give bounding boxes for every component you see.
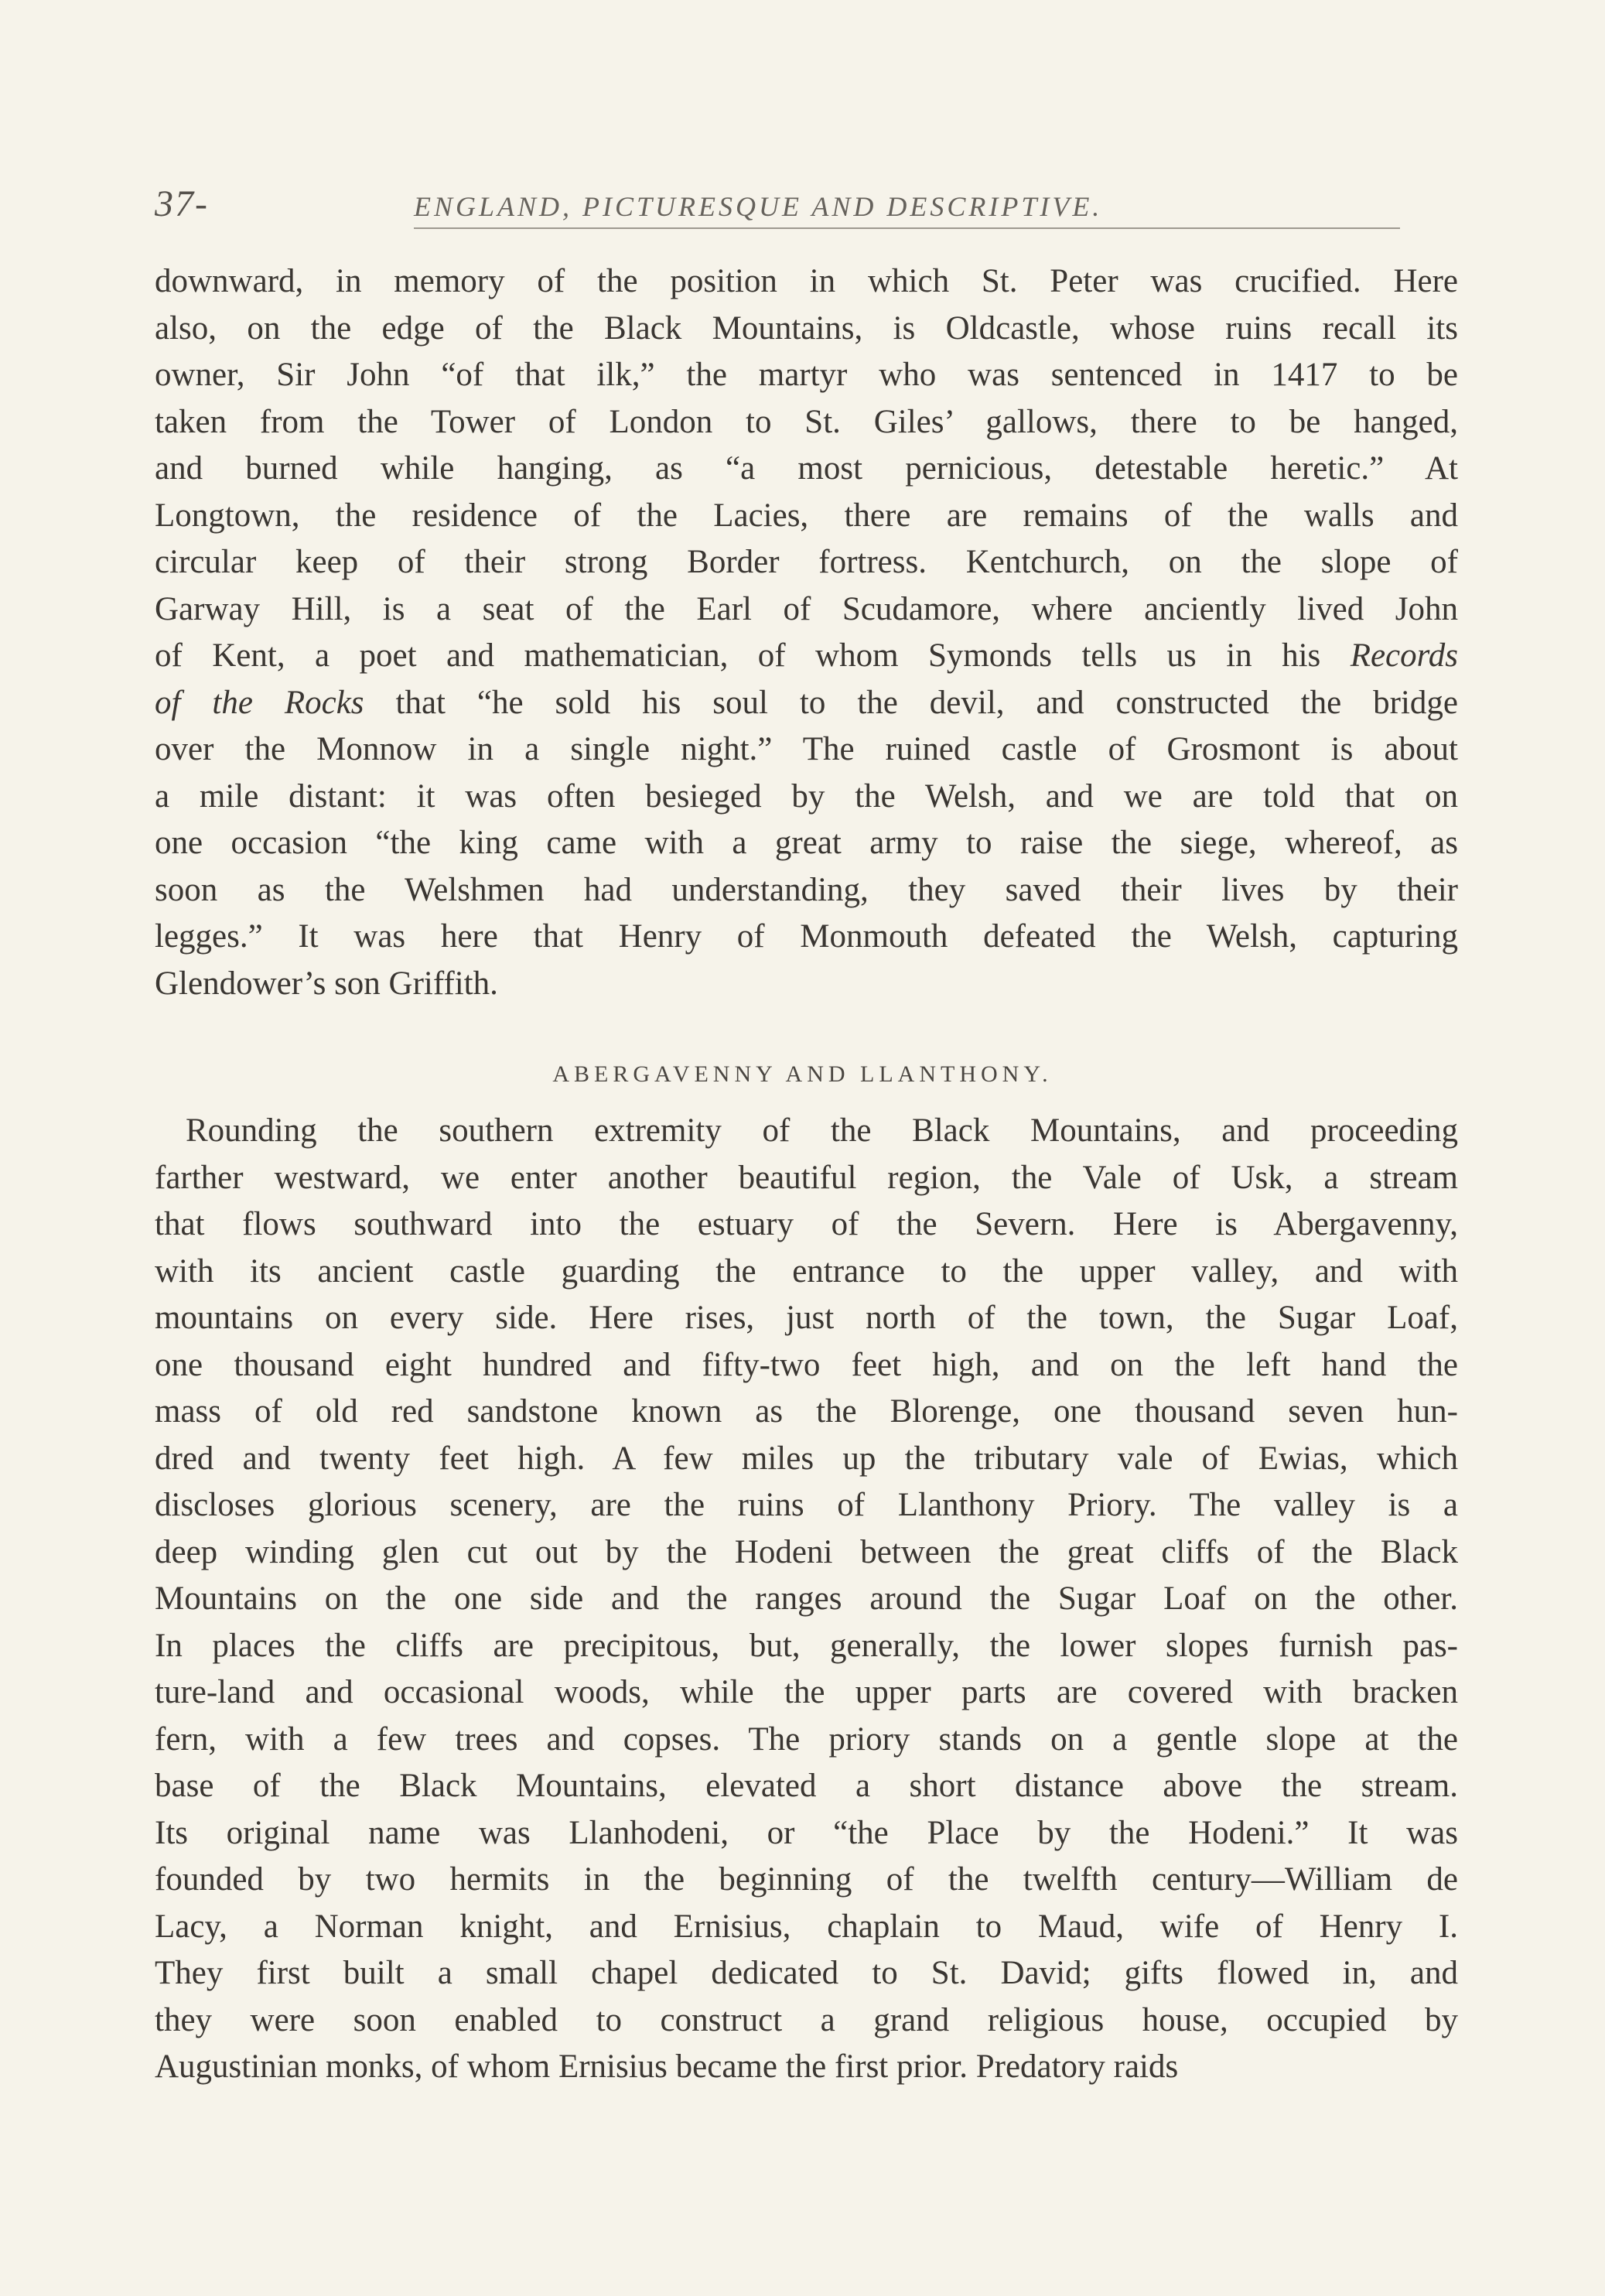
text-line: dred and twenty feet high. A few miles up the tributary vale of Ewias, which [155, 1440, 1458, 1477]
text-line: ture-land and occasional woods, while the upper parts are covered with bracken [155, 1674, 1458, 1710]
text-line: soon as the Welshmen had understanding, they saved their lives by their [155, 871, 1458, 908]
text-line: also, on the edge of the Black Mountains, is Oldcastle, whose ruins recall its [155, 309, 1458, 347]
text-line: with its ancient castle guarding the entrance to the upper valley, and with [155, 1252, 1458, 1290]
text-line: of the Rocks that “he sold his soul to the devil, and constructed the bridge [155, 684, 1458, 721]
text-line: fern, with a few trees and copses. The priory stands on a gentle slope at the [155, 1720, 1458, 1758]
page-header [155, 183, 1439, 237]
text-line: Garway Hill, is a seat of the Earl of Scudamore, where anciently lived John [155, 590, 1458, 627]
text-line: Longtown, the residence of the Lacies, there are remains of the walls and [155, 497, 1458, 534]
text-line: one thousand eight hundred and fifty-two feet high, and on the left hand the [155, 1346, 1458, 1383]
text-line: legges.” It was here that Henry of Monmouth defeated the Welsh, capturing [155, 918, 1458, 955]
text-line: Glendower’s son Griffith. [155, 965, 498, 1002]
text-line: In places the cliffs are precipitous, but, generally, the lower slopes furnish pas- [155, 1627, 1458, 1664]
text-line: farther westward, we enter another beautiful region, the Vale of Usk, a stream [155, 1159, 1458, 1196]
book-title-italic: of the Rocks [155, 684, 364, 721]
text-line: downward, in memory of the position in which St. Peter was crucified. Here [155, 263, 1458, 299]
text-line: deep winding glen cut out by the Hodeni between the great cliffs of the Black [155, 1533, 1458, 1570]
text-line: Lacy, a Norman knight, and Ernisius, chaplain to Maud, wife of Henry I. [155, 1908, 1458, 1945]
text-line: discloses glorious scenery, are the ruins of Llanthony Priory. The valley is a [155, 1487, 1458, 1523]
text-line: Rounding the southern extremity of the Black Mountains, and proceeding [186, 1112, 1458, 1149]
text-line: Augustinian monks, of whom Ernisius became the first prior. Predatory raids [155, 2048, 1179, 2085]
paragraph-2 [155, 1108, 1458, 2091]
text-line: mass of old red sandstone known as the Blorenge, one thousand seven hun- [155, 1393, 1458, 1430]
text-line: over the Monnow in a single night.” The ruined castle of Grosmont is about [155, 731, 1458, 767]
text-line: base of the Black Mountains, elevated a short distance above the stream. [155, 1768, 1458, 1804]
text-line: They first built a small chapel dedicated to St. David; gifts flowed in, and [155, 1955, 1458, 1991]
header-rule [414, 227, 1400, 229]
text-line: they were soon enabled to construct a grand religious house, occupied by [155, 2001, 1458, 2038]
text-line: of Kent, a poet and mathematician, of whom Symonds tells us in his Records [155, 637, 1458, 674]
text-line: taken from the Tower of London to St. Giles’ gallows, there to be hanged, [155, 403, 1458, 440]
paragraph-1 [155, 258, 1458, 1007]
section-heading: ABERGAVENNY AND LLANTHONY. [552, 1061, 1053, 1087]
text-line: mountains on every side. Here rises, just north of the town, the Sugar Loaf, [155, 1300, 1458, 1336]
page-number: 37- [155, 183, 209, 224]
text-line: Mountains on the one side and the ranges around the Sugar Loaf on the other. [155, 1580, 1458, 1617]
book-title-italic: Records [1350, 637, 1458, 674]
text-line: a mile distant: it was often besieged by the Welsh, and we are told that on [155, 777, 1458, 815]
text-line: circular keep of their strong Border fortress. Kentchurch, on the slope of [155, 544, 1458, 580]
text-line: owner, Sir John “of that ilk,” the martyr who was sentenced in 1417 to be [155, 357, 1458, 393]
text-line: founded by two hermits in the beginning of the twelfth century—William de [155, 1861, 1458, 1898]
text-line: one occasion “the king came with a great army to raise the siege, whereof, as [155, 825, 1458, 861]
text-line: Its original name was Llanhodeni, or “the Place by the Hodeni.” It was [155, 1814, 1458, 1851]
text-line: and burned while hanging, as “a most pernicious, detestable heretic.” At [155, 450, 1458, 487]
running-head: ENGLAND, PICTURESQUE AND DESCRIPTIVE. [414, 191, 1103, 222]
text-line: that flows southward into the estuary of the Severn. Here is Abergavenny, [155, 1206, 1458, 1242]
